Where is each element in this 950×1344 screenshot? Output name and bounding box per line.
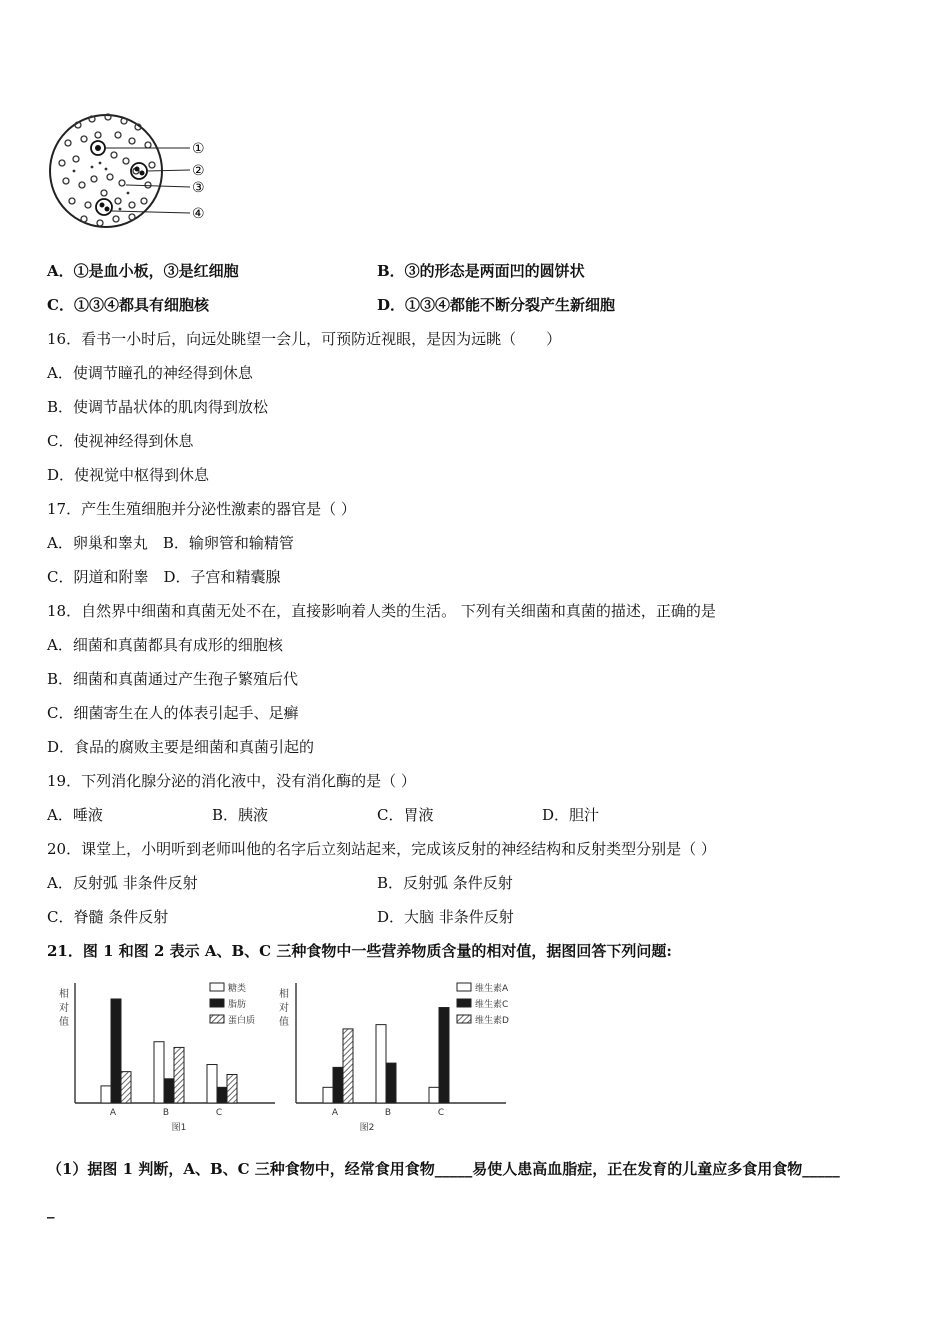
q15-option-a: A．①是血小板，③是红细胞 [47, 262, 239, 280]
chart1-bar-C-2 [227, 1075, 237, 1104]
q18-option-d: D．食品的腐败主要是细菌和真菌引起的 [47, 738, 315, 756]
q18-stem: 18．自然界中细菌和真菌无处不在，直接影响着人类的生活。 下列有关细菌和真菌的描述，正确的是 [47, 602, 716, 620]
chart1-ylabel-char: 相 [59, 989, 69, 1000]
q18-option-a: A．细菌和真菌都具有成形的细胞核 [47, 636, 283, 654]
label-3: ③ [192, 180, 205, 196]
q15-option-d: D．①③④都能不断分裂产生新细胞 [377, 296, 616, 314]
q20-option-b: B．反射弧 条件反射 [377, 874, 513, 892]
q16-option-d: D．使视觉中枢得到休息 [47, 466, 210, 484]
q19-option-d: D．胆汁 [542, 806, 600, 824]
chart2-legend-swatch-1 [457, 999, 471, 1007]
chart2-bar-B-0 [376, 1025, 386, 1103]
blood-smear-circle [50, 114, 162, 227]
q16-stem: 16．看书一小时后，向远处眺望一会儿，可预防近视眼，是因为远眺（ ） [47, 330, 562, 348]
chart2-bar-C-0 [429, 1087, 439, 1103]
chart1-legend-swatch-0 [210, 983, 224, 991]
label-4: ④ [192, 206, 205, 222]
chart-2 [277, 975, 537, 1135]
chart2-bar-A-0 [323, 1087, 333, 1103]
chart1-ylabel-char: 值 [59, 1017, 69, 1028]
chart1-bar-C-1 [217, 1087, 227, 1103]
chart-1 [55, 975, 285, 1135]
q15-option-c: C．①③④都具有细胞核 [47, 296, 209, 314]
chart2-ylabel-char: 相 [279, 989, 289, 1000]
chart1-tick-C: C [215, 1108, 223, 1118]
chart2-legend-label-0: 维生素A [475, 984, 509, 994]
chart1-tick-B: B [162, 1108, 170, 1118]
chart2-legend-swatch-0 [457, 983, 471, 991]
q20-option-c: C．脊髓 条件反射 [47, 908, 169, 926]
chart2-ylabel-char: 对 [279, 1003, 289, 1014]
chart1-legend-label-1: 脂肪 [228, 1000, 247, 1010]
q21-sub1-tail: _ [47, 1201, 55, 1219]
q16-option-c: C．使视神经得到休息 [47, 432, 194, 450]
q17-options-ab: A．卵巢和睾丸 B．输卵管和输精管 [47, 534, 294, 552]
q17-options-cd: C．阴道和附睾 D．子宫和精囊腺 [47, 568, 281, 586]
chart1-bar-A-0 [101, 1086, 111, 1103]
label-2: ② [192, 163, 205, 179]
chart1-bar-A-2 [121, 1072, 131, 1103]
chart2-bar-B-1 [386, 1063, 396, 1103]
chart2-legend-label-1: 维生素C [475, 1000, 509, 1010]
chart1-ylabel-char: 对 [59, 1003, 69, 1014]
chart1-bar-B-1 [164, 1079, 174, 1103]
q21-sub1: （1）据图 1 判断，A、B、C 三种食物中，经常食用食物_____易使人患高血脂症，正在发育的儿童应多食用食物_____ [47, 1160, 840, 1178]
q17-stem: 17．产生生殖细胞并分泌性激素的器官是（ ） [47, 500, 356, 518]
q21-stem: 21．图 1 和图 2 表示 A、B、C 三种食物中一些营养物质含量的相对值，据图回答下列问题: [47, 942, 672, 960]
q19-option-c: C．胃液 [377, 806, 434, 824]
q16-option-b: B．使调节晶状体的肌肉得到放松 [47, 398, 269, 416]
q15-option-b: B．③的形态是两面凹的圆饼状 [377, 262, 585, 280]
chart1-tick-A: A [109, 1108, 117, 1118]
q19-stem: 19．下列消化腺分泌的消化液中，没有消化酶的是（ ） [47, 772, 416, 790]
blood-smear-figure [48, 105, 213, 240]
chart1-bar-B-0 [154, 1042, 164, 1103]
q20-stem: 20．课堂上，小明听到老师叫他的名字后立刻站起来，完成该反射的神经结构和反射类型分别是（ ） [47, 840, 716, 858]
chart2-tick-A: A [331, 1108, 339, 1118]
chart2-ylabel-char: 值 [279, 1017, 289, 1028]
q18-option-b: B．细菌和真菌通过产生孢子繁殖后代 [47, 670, 299, 688]
chart1-legend-label-0: 糖类 [228, 984, 247, 994]
chart1-title: 图1 [171, 1123, 187, 1133]
q20-option-a: A．反射弧 非条件反射 [47, 874, 198, 892]
chart1-bar-B-2 [174, 1047, 184, 1103]
chart2-bar-C-1 [439, 1008, 449, 1103]
chart2-title: 图2 [359, 1123, 375, 1133]
q18-option-c: C．细菌寄生在人的体表引起手、足癣 [47, 704, 299, 722]
q20-option-d: D．大脑 非条件反射 [377, 908, 514, 926]
chart1-bar-C-0 [207, 1065, 217, 1103]
q16-option-a: A．使调节瞳孔的神经得到休息 [47, 364, 253, 382]
chart2-bar-A-1 [333, 1067, 343, 1103]
chart2-tick-B: B [384, 1108, 392, 1118]
chart1-bar-A-1 [111, 999, 121, 1103]
label-1: ① [192, 141, 205, 157]
chart1-legend-swatch-1 [210, 999, 224, 1007]
chart2-tick-C: C [437, 1108, 445, 1118]
chart1-legend-swatch-2 [210, 1015, 224, 1023]
q19-option-a: A．唾液 [47, 806, 103, 824]
chart2-bar-A-2 [343, 1029, 353, 1103]
chart2-legend-swatch-2 [457, 1015, 471, 1023]
chart1-legend-label-2: 蛋白质 [228, 1016, 256, 1026]
q19-option-b: B．胰液 [212, 806, 269, 824]
chart2-legend-label-2: 维生素D [475, 1016, 509, 1026]
